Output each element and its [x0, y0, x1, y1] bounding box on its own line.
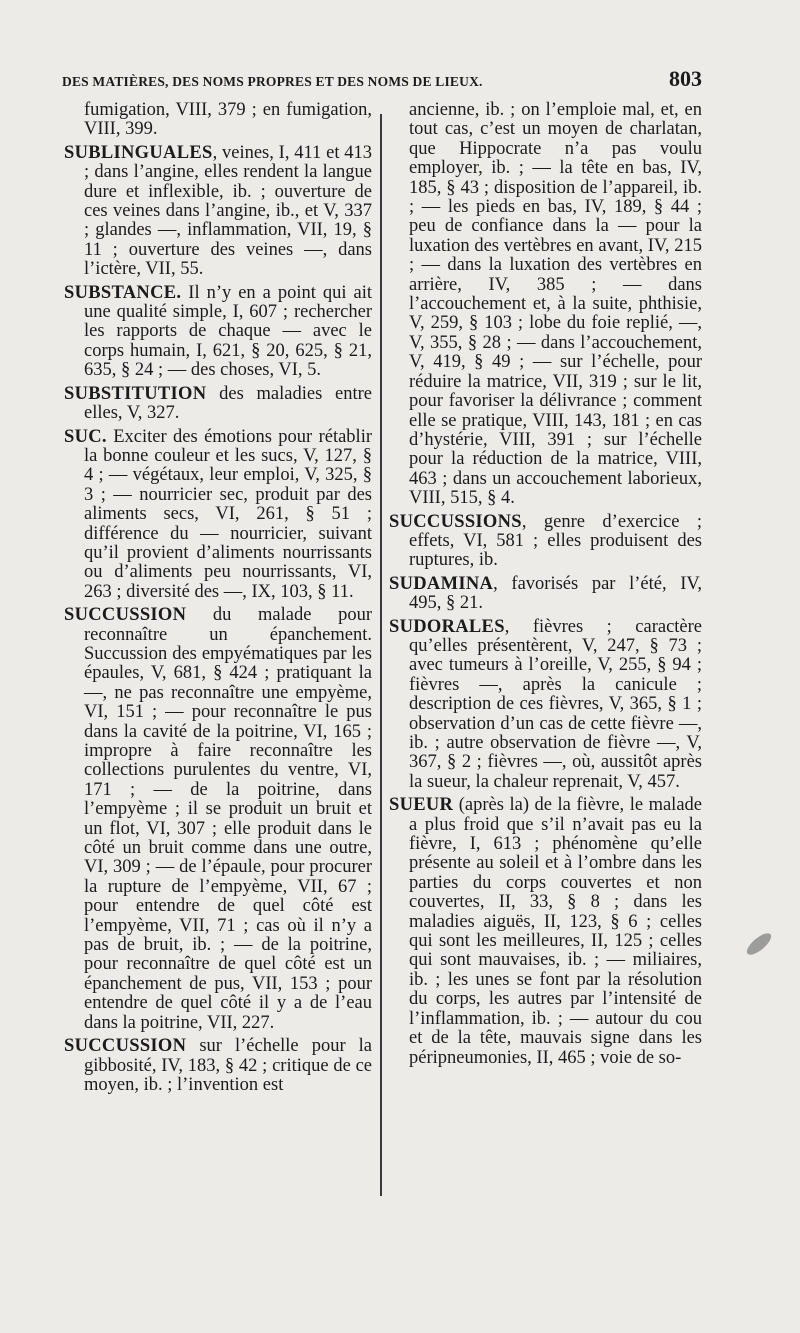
page-number: 803 [669, 66, 702, 91]
entry-text: (après la) de la fièvre, le malade a plus froid que s’il n’avait pas eu la fièvre, I, 613 ; phénomène qu’elle présente au soleil et à l’ombre dans les parties du corps couvertes et non couvertes, II, 33, § 8 ; dans les maladies aiguës, II, 123, § 6 ; celles qui sont les meilleures, II, 125 ; celles qui sont mauvaises, ib. ; — miliaires, ib. ; les unes se font par la résolution du corps, les autres par l’intensité de l’inflammation, ib. ; — autour du cou et de la tête, mauvais signe dans les péripneumonies, II, 465 ; voie de so- [409, 795, 702, 1068]
entry-text: Il n’y en a point qui ait une qualité simple, I, 607 ; rechercher les rapports de chaque — avec le corps humain, I, 621, § 20, 625, § 21, 635, § 24 ; — des choses, VI, 5. [84, 282, 372, 381]
entry-text: du malade pour reconnaître un épanchement. Succussion des empyématiques par les épaules, V, 681, § 424 ; pratiquant la —, ne pas reconnaître une empyème, VI, 151 ; — pour reconnaître le pus dans la cavité de la poitrine, VI, 165 ; impropre à faire reconnaître les collections purulentes du ventre, VI, 171 ; — de la poitrine, dans l’empyème ; il se produit un bruit et un flot, VI, 307 ; elle produit dans le côté un bruit comme dans une outre, VI, 309 ; — de l’épaule, pour procurer la rupture de l’empyème, VII, 67 ; pour entendre de quel côté est l’empyème, VII, 71 ; cas où il n’y a pas de bruit, ib. ; — de la poitrine, pour reconnaître de quel côté est un épanchement de pus, VII, 153 ; pour entendre de quel côté il y a de l’eau dans la poitrine, VII, 227. [84, 605, 372, 1033]
left-column [64, 101, 372, 1099]
index-entry [64, 385, 372, 424]
running-title: DES MATIÈRES, DES NOMS PROPRES ET DES NOMS DE LIEUX. [62, 74, 483, 89]
entry-headword: SUDAMINA [389, 573, 494, 594]
entry-text: Exciter des émotions pour rétablir la bonne couleur et les sucs, V, 127, § 4 ; — végétaux, leur emploi, V, 325, § 3 ; — nourricier sec, produit par des aliments secs, VI, 261, § 51 ; différence du — nourricier, suivant qu’il provient d’aliments nourrissants ou d’aliments peu nourrissants, VI, 263 ; diversité des —, IX, 103, § 11. [84, 426, 372, 602]
index-entry [389, 101, 702, 509]
entry-text: , favorisés par l’été, IV, 495, § 21. [409, 573, 702, 614]
index-entry [64, 144, 372, 280]
entry-headword: SUEUR [389, 795, 454, 816]
index-entry [64, 284, 372, 381]
index-entry [64, 101, 372, 140]
index-entry [389, 575, 702, 614]
index-entry [64, 606, 372, 1033]
index-entry [389, 513, 702, 571]
entry-text: , veines, I, 411 et 413 ; dans l’angine, elles rendent la langue dure et inflexible, ib. ; ouverture de ces veines dans l’angine, ib., et V, 337 ; glandes —, inflammation, VII, 19, § 11 ; ouverture des veines —, dans l’ictère, VII, 55. [84, 142, 372, 280]
entry-text: ancienne, ib. ; on l’emploie mal, et, en tout cas, c’est un moyen de charlatan, que Hippocrate n’a pas voulu employer, ib. ; — la tête en bas, IV, 185, § 43 ; disposition de l’appareil, ib. ; — les pieds en bas, IV, 189, § 44 ; peu de confiance dans la — pour la luxation des vertèbres en avant, IV, 215 ; — dans la luxation des vertèbres en arrière, IV, 385 ; — dans l’accouchement et, à la suite, phthisie, V, 259, § 103 ; lobe du foie replié, —, V, 355, § 28 ; — dans l’accouchement, V, 419, § 49 ; — sur l’échelle, pour réduire la matrice, VII, 319 ; sur le lit, pour favoriser la délivrance ; comment elle se pratique, VIII, 143, 181 ; en cas d’hystérie, VIII, 391 ; sur l’échelle pour la réduction de la matrice, VIII, 463 ; dans un accouchement laborieux, VIII, 515, § 4. [409, 100, 702, 509]
entry-text: , fièvres ; caractère qu’elles présentèrent, V, 247, § 73 ; avec tumeurs à l’oreille, V, 255, § 94 ; fièvres —, après la canicule ; description de ces fièvres, V, 365, § 1 ; observation d’un cas de cette fièvre —, ib. ; autre observation de fièvre —, V, 367, § 2 ; fièvres —, où, aussitôt après la sueur, la chaleur reprenait, V, 457. [409, 616, 702, 792]
entry-headword: SUC. [64, 426, 107, 447]
entry-text: , genre d’exercice ; effets, VI, 581 ; elles produisent des ruptures, ib. [409, 511, 702, 571]
entry-headword: SUDORALES [389, 616, 505, 637]
entry-headword: SUCCUSSIONS [389, 511, 522, 532]
entry-text: fumigation, VIII, 379 ; en fumigation, VIII, 399. [84, 100, 372, 140]
index-entry [389, 796, 702, 1068]
right-column [389, 101, 702, 1072]
ink-smudge [744, 930, 775, 958]
entry-text: des maladies entre elles, V, 327. [84, 383, 372, 424]
entry-headword: SUCCUSSION [64, 1036, 187, 1057]
entry-text: sur l’échelle pour la gibbosité, IV, 183, § 42 ; critique de ce moyen, ib. ; l’invention est [84, 1036, 372, 1095]
entry-headword: SUBSTITUTION [64, 383, 207, 404]
entry-headword: SUBLINGUALES [64, 142, 213, 163]
entry-headword: SUBSTANCE. [64, 282, 182, 303]
index-entry [389, 618, 702, 793]
column-divider [380, 114, 382, 1196]
index-entry [64, 428, 372, 603]
entry-headword: SUCCUSSION [64, 605, 187, 626]
running-header [62, 66, 702, 100]
index-entry [64, 1037, 372, 1095]
